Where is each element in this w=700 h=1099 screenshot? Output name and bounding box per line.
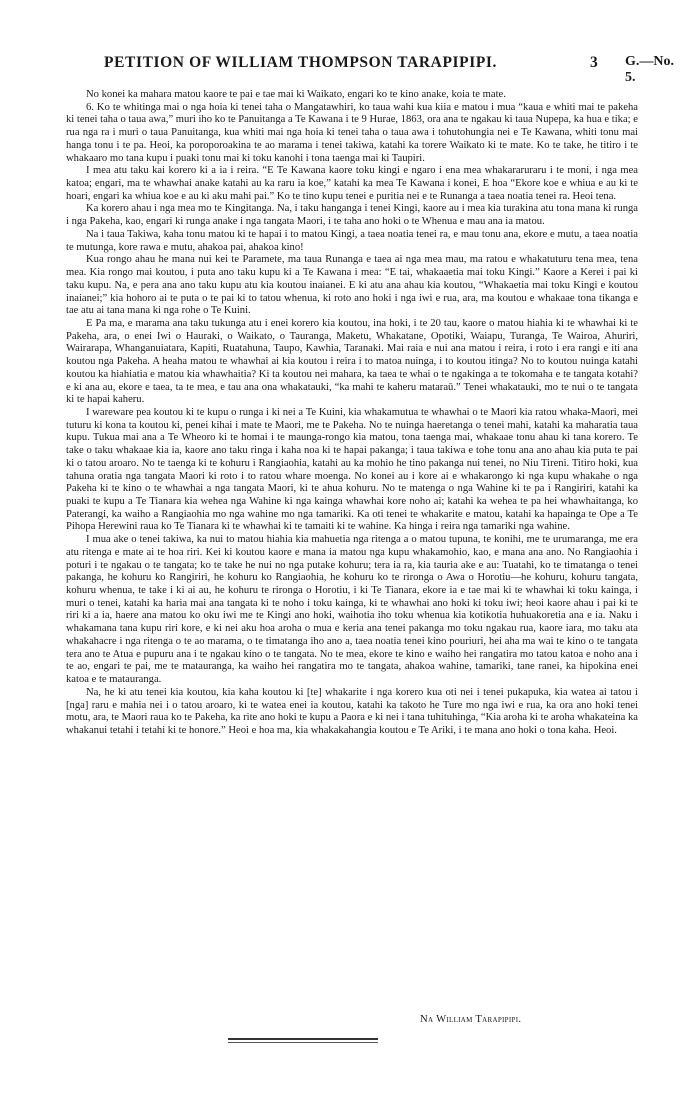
paragraph: I mea atu taku kai korero ki a ia i reira. “E Te Kawana kaore toku kingi e ngaro i ena mea whakararuraru i te moni, i nga mea katoa; engari, ma te whawhai anake katahi au ka raru ia koe,” katahi ka mea Te Kawana i konei, E hoa “Ekore koe e whiua e au ki te hoari, engari ka whiua koe e au ki aku mahi pai.” Ko te tino kupu tenei e puritia nei e te Runanga a taea noatia tenei ra. Heoi tena.	[66, 165, 638, 202]
closing-rule-thin	[228, 1042, 378, 1043]
page-number: 3	[590, 54, 598, 71]
closing-rule	[228, 1038, 378, 1040]
paragraph: I wareware pea koutou ki te kupu o runga i ki nei a Te Kuini, kia whakamutua te whawhai o te Maori kia ratou whaka-Maori, mei tuturu ki kona ta koutou ki, penei kihai i mate te Maori, me te Pakeha. No te nuinga haeretanga o tenei mahi, katahi ka maharatia taua kupu. Tukua mai ana a Te Wheoro ki te homai i te maunga-rongo kia matou, tona taenga mai, whakaae tonu ahau ki tana korero. Te take o taku whakaae kia ia, kaore ano taku ringa i kaha noa ki te hapai pakanga; i taua takiwa e tohe tonu ana ano ahau kia puta te pai ki o tatou aroaro. No te taenga ki te kohuru i Rangiaohia, katahi au ka mohio he tino pakanga nui tenei, no Niu Tireni. Titiro hoki, kua tahuna oratia nga tangata Maori ki roto i to ratou whare moenga. No konei au i kore ai e whakarongo ki nga kupu whakahe o nga Pakeha ki te kino o te whawhai a nga tangata Maori, ki te ahua kohuru. No te matenga o nga Wahine ki te pa i Rangiriri, katahi ka puaki te kupu a Te Tianara kia wehea nga Wahine ki nga kainga whawhai kore noho ai; katahi ka wehea te pa hei whawhaitanga, ko Paterangi, ka waiho a Rangiaohia mo nga wahine mo nga tamariki. Ka oti tenei te whakarite e matou, katahi ka hapainga te Ope a Te Pihopa Herewini raua ko Te Tianara ki te whawhai ki te tamaiti ki te wahine. Ka hinga i reira nga tamariki nga wahine.	[66, 406, 638, 533]
paragraph: Ka korero ahau i nga mea mo te Kingitanga. Na, i taku hanganga i tenei Kingi, kaore au i mea kia turakina atu tona mana ki runga i nga Pakeha, kao, engari ki runga anake i nga tangata Maori, i te taha ano hoki o te Whenua e mau ana ia matou.	[66, 203, 638, 228]
paragraph: 6. Ko te whitinga mai o nga hoia ki tenei taha o Mangatawhiri, ko taua wahi kua kiia e matou i mua “kaua e whiti mai te pakeha ki tenei taha o taua awa,” muri iho ko te Panuitanga a Te Kawana i te 9 Hurae, 1863, ora ana te ngakau ki taua Nupepa, ka hua e tika; e rua nga ra i muri o taua Panuitanga, kua whiti mai nga hoia ki tenei taha o taua awa i tohutohungia nei e Te Kawana, whiti tonu mai hanga tonu i te pa. Heoi, ka poroporoakina te ao marama i tenei takiwa, katahi ka torere Waikato ki te mate. Ko te take, he titiro i te whakaaro mo tana kupu i puaki tonu mai ki toku kanohi i tona taenga mai ki Taupiri.	[66, 101, 638, 164]
paragraph: Na, he ki atu tenei kia koutou, kia kaha koutou ki [te] whakarite i nga korero kua oti nei i tenei pukapuka, kia watea ai tatou i [nga] raru e mahia nei i o tatou aroaro, ki te watea enei ia koutou, katahi ka takoto he Ture mo nga iwi e rua, ka ora ano hoki tenei motu, ara, te Maori raua ko te Pakeha, ka rite ano hoki te kupu a Paora e ki nei i tana tuhituhinga, “Kia aroha ki te aroha whakateina ka whakanui tetahi i tetahi ki te honore.” Heoi e hoa ma, kia whakakahangia koutou e Te Ariki, i te mana ano hoki o tona kaha. Heoi.	[66, 686, 638, 736]
petition-text	[66, 89, 638, 738]
paragraph: I mua ake o tenei takiwa, ka nui to matou hiahia kia mahuetia nga ritenga a o matou tupuna, te konihi, me te urumaranga, me era atu ritenga e mate ai te hoa riri. Kei ki koutou kaore e mana ia matou nga kupu whakamohio, kao, e mana ana ano. No Rangiaohia i poturi i te ngakau o te tangata; ko te take he nui no nga putake kohuru; tera ia ra, kia tauria ake e au: Tuatahi, ko te timatanga o tenei pakanga, he kohuru ko Rangiriri, he kohuru ko Rangiaohia, he kohuru ko te rironga o Awa o Horotiu—he kohuru, kohuru tangata, kohuru whenua, te take i ki ai au, he kohuru te rironga o Horotiu, i ki Te Tianara, ekore ia e tae mai ki te whawhai ki toku kainga, i muri o tenei, katahi ka haria mai ana tangata ki te noho i toku kainga, ki te whawhai ano hoki ki toku iwi; heoi kaore ahau i pai ki te riri ki a ia, haere ana matou ko oku iwi me te Kingi ano hoki, waihotia iho toku whenua kia kotikotia huhuakoretia ana e ia. Naku i whakamana tana kupu riri kore, e ki nei aku hoa aroha o mua e keria ana tenei pakanga mo toku ngakau rua, kaore iara, mo taku ata whakahacre i nga ritenga o te ao marama, o te timatanga iho ano a, taea noatia tenei kino pouriuri, hei aha ma wai te kino o te tangata tera ano te Atua e pupuru ana i te ngakau kino o te tangata. No te mea, ekore te kino e waiho hei rangatira mo tatou katoa e noho ana i te ao, engari te pai, me te matauranga, ka waiho hei rangatira mo te tangata, ahakoa wahine, tamariki, tane ranei, ka hipokina enei katoa e te matauranga.	[66, 534, 638, 686]
document-reference: G.—No. 5.	[625, 54, 674, 85]
signature: Na William Tarapipipi.	[420, 1014, 522, 1025]
paragraph: No konei ka mahara matou kaore te pai e tae mai ki Waikato, engari ko te kino anake, koia te mate.	[86, 89, 506, 100]
paragraph: Na i taua Takiwa, kaha tonu matou ki te hapai i to matou Kingi, a taea noatia tenei ra, e mau tonu ana, ekore e mutu, a taea noatia te mutunga, kore rawa e mutu, ahakoa pai, ahakoa kino!	[66, 228, 638, 253]
paragraph: E Pa ma, e marama ana taku tukunga atu i enei korero kia koutou, ina hoki, i te 20 tau, kaore o matou hiahia ki te whawhai ki te Pakeha, ara, o enei Iwi o Hauraki, o Waikato, o Tauranga, Maketu, Whakatane, Opotiki, Waiapu, Turanga, Te Wairoa, Ahuriri, Wairarapa, Whanganuiatara, Kapiti, Ruatahuna, Taupo, Kawhia, Taranaki. Mai raia e nui ana matou i reira, i roto i era rangi e iti ana koutou nga Pakeha. A heaha matou te whawhai ai kia koutou i reira i to matoa nuinga, i to koutou itinga? No to koutou nuinga katahi koutou ka hiahiatia e matou kia whawhaitia? Ki ta koutou nei mahara, ka taea te whai o te ngakinga a te tokomaha e te tangata kotahi? e ki ana au, ekore e taea, ta te mea, e tau ana ona whakatauki, “ka mahi te kaheru mataraū.” Tenei whakatauki, mo te nui o te tangata ki te hapai kaheru.	[66, 317, 638, 406]
page-header	[66, 54, 676, 85]
page-title: PETITION OF WILLIAM THOMPSON TARAPIPIPI.	[104, 54, 498, 71]
paragraph: Kua rongo ahau he mana nui kei te Paramete, ma taua Runanga e taea ai nga mea mau, ma ratou e whakatuturu tena mea, tena mea. Kia rongo mai koutou, i puta ano taku kupu ki a Te Kawana i mea: “E tai, whakaaetia mai toku Kingi.” Kaore a Kerei i pai ki taku kupu. Na, e pera ana ano taku kupu atu kia koutou inaianei. E ki atu ana ahau kia koutou, “Whakaetia mai toku Kingi e koutou inaianei;” kia hohoro ai te puta o te pai ki to tatou whenua, ki roto ano hoki i nga iwi e rua, ara, ma koutou e whakaae tona tikanga e tae atu ai tana mana ki nga rohe o Te Kuini.	[66, 254, 638, 317]
